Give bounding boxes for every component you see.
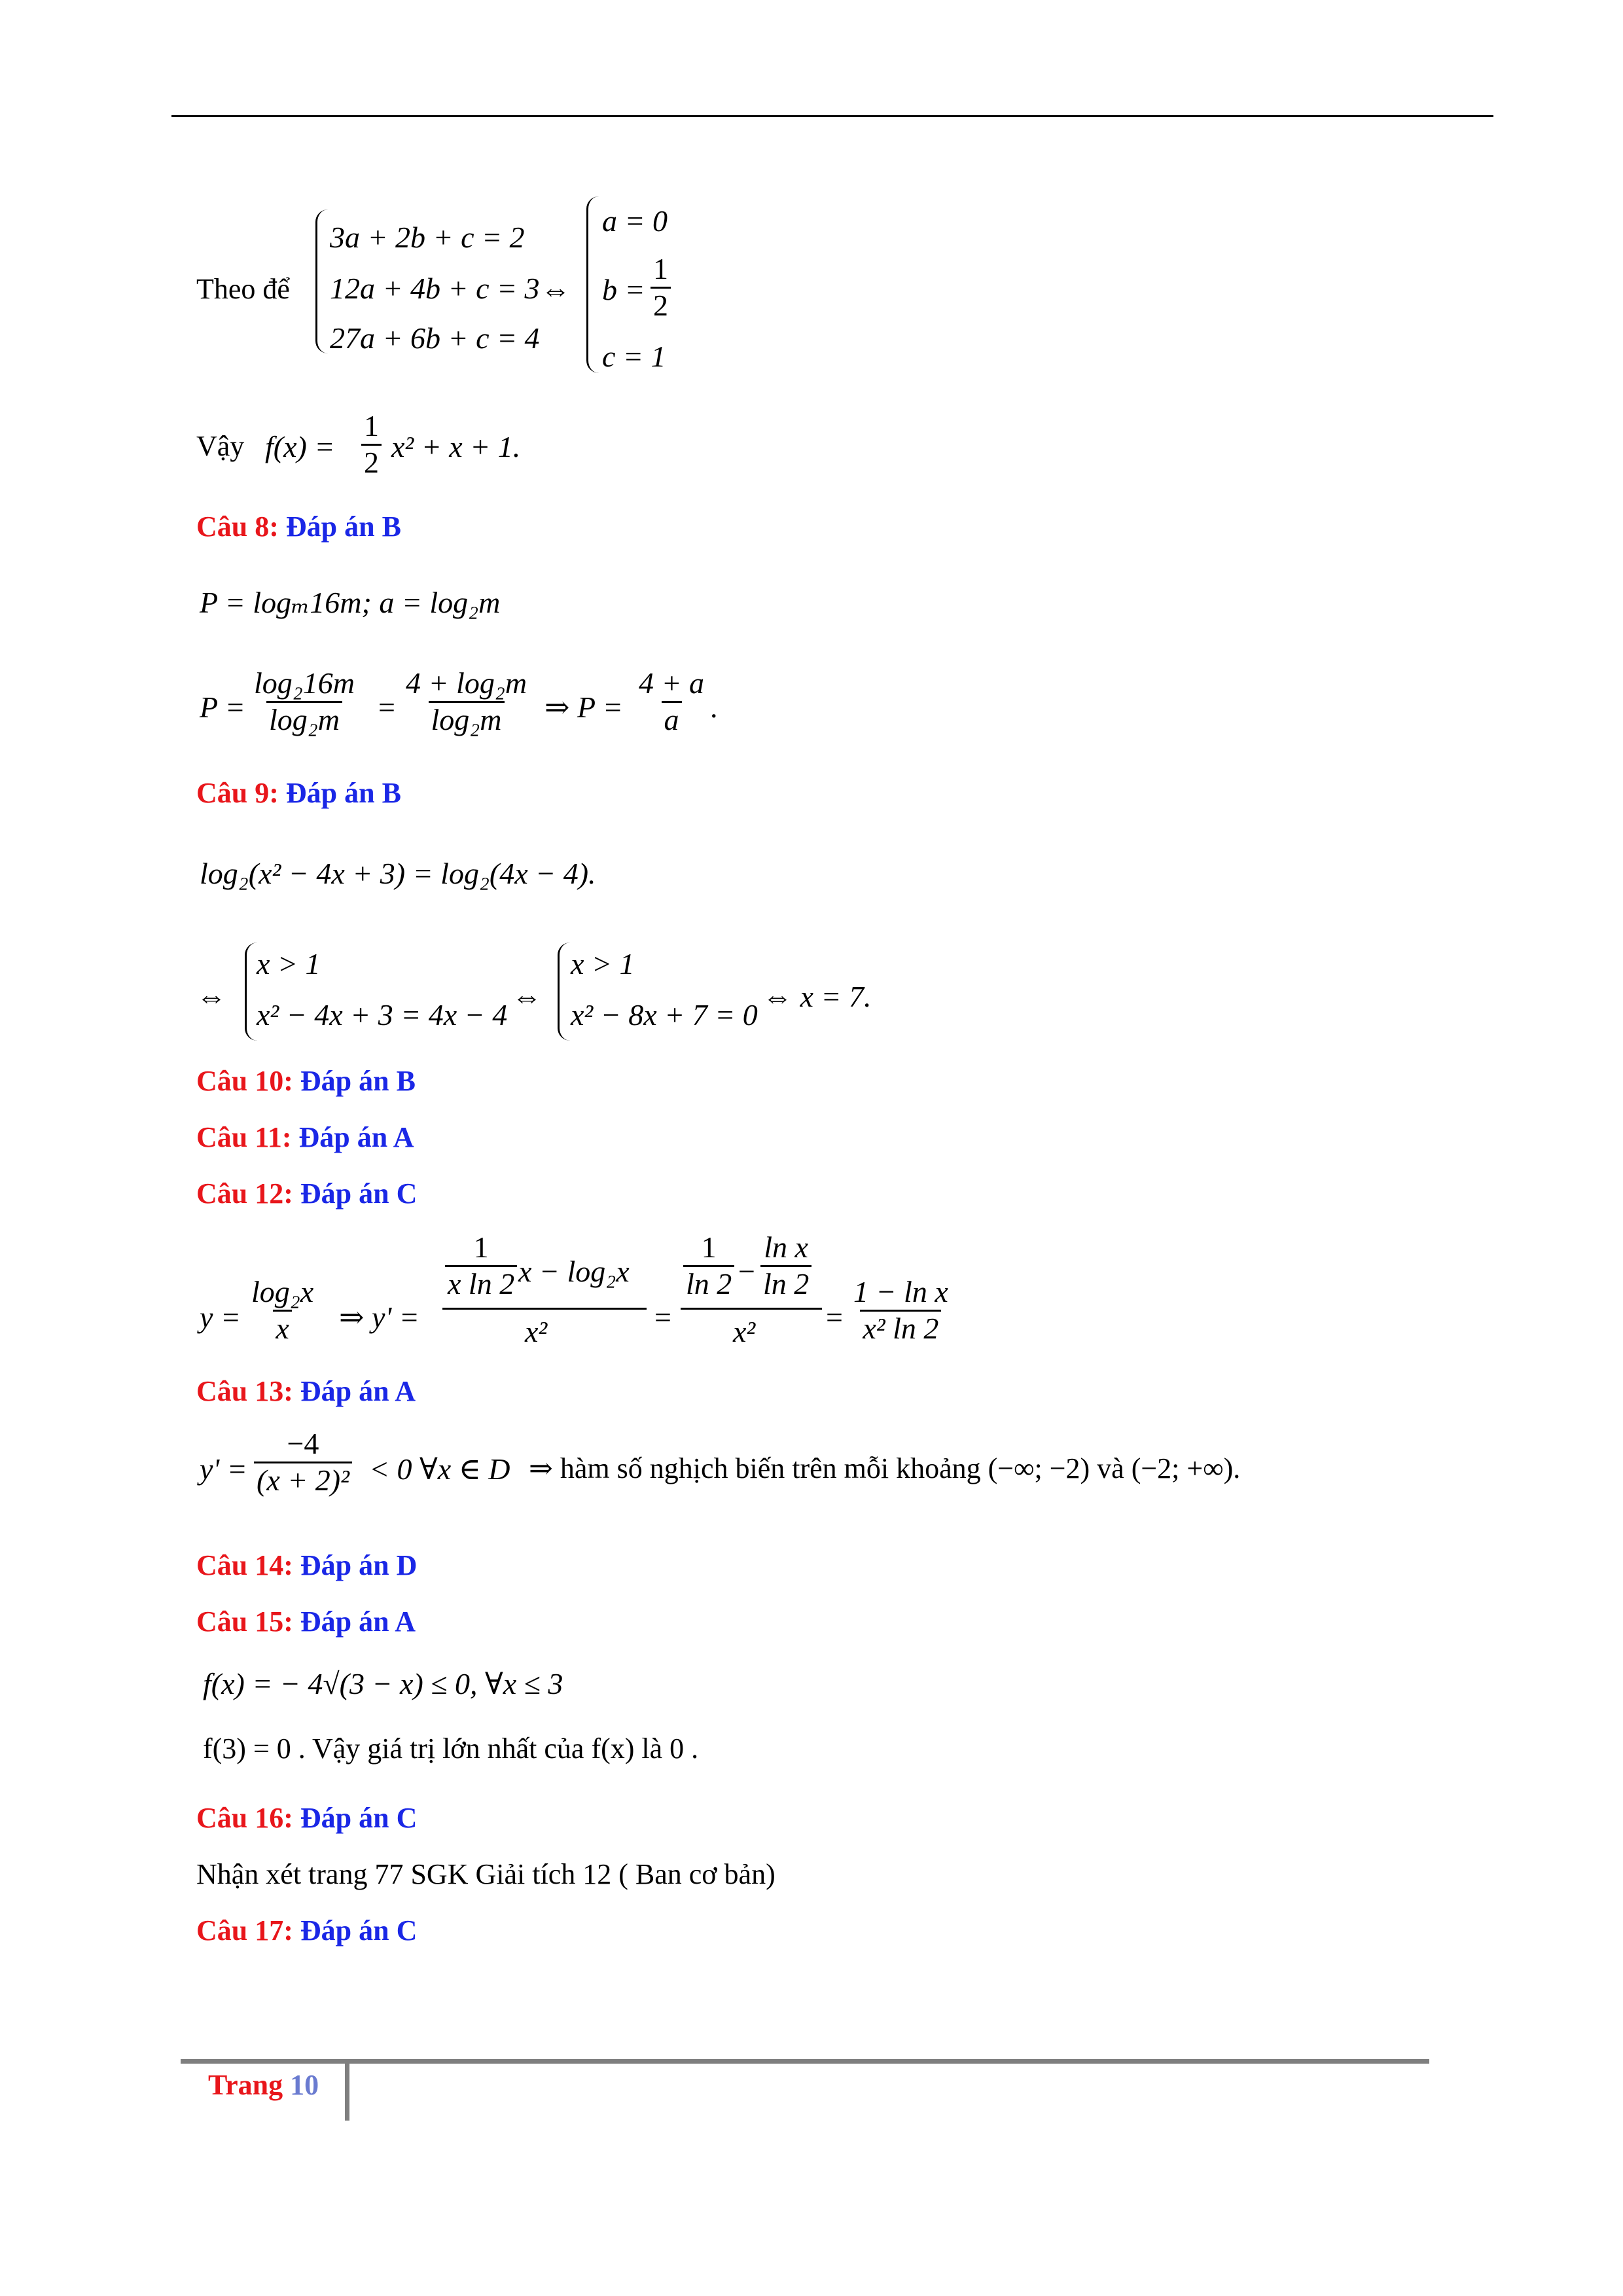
system1-intro: Theo để — [196, 273, 290, 305]
q12-f1-den: x — [273, 1310, 291, 1346]
system1-sol-c: c = 1 — [602, 340, 666, 373]
q12-inner-fraction — [445, 1230, 517, 1302]
q11-label: Câu 11: — [196, 1121, 292, 1153]
vay-lhs: f(x) = — [265, 430, 335, 463]
q15-heading — [196, 1607, 416, 1636]
q12-imp: ⇒ y' = — [339, 1300, 419, 1334]
q12-res-num: 1 − ln x — [853, 1275, 948, 1308]
q17-label: Câu 17: — [196, 1914, 293, 1946]
footer-rule — [181, 2059, 1429, 2064]
q8-f1-num: log₂16m — [254, 666, 355, 700]
system1-sol-b-lhs: b = — [602, 273, 645, 306]
q9-equiv1: ⇔ — [196, 980, 226, 1013]
q15-line2: f(3) = 0 . Vậy giá trị lớn nhất của f(x) là 0 . — [203, 1732, 699, 1765]
q8-line1: P = logₘ16m; a = log₂m — [200, 586, 501, 619]
q13-label: Câu 13: — [196, 1375, 293, 1407]
vay-num: 1 — [364, 409, 379, 442]
q12-res-den: x² ln 2 — [860, 1310, 941, 1346]
q16-heading — [196, 1804, 417, 1833]
q13-fraction — [254, 1427, 352, 1498]
q9-heading — [196, 779, 401, 808]
q12-y-lhs: y = — [200, 1300, 241, 1334]
vay-den: 2 — [361, 444, 382, 480]
system1-sol-b-fraction — [651, 252, 671, 323]
q12-heading — [196, 1179, 417, 1208]
q12-result-fraction — [851, 1275, 951, 1346]
q12-g2-num: ln x — [764, 1230, 808, 1264]
q13-num: −4 — [287, 1427, 319, 1460]
header-rule — [171, 115, 1493, 117]
q10-label: Câu 10: — [196, 1065, 293, 1097]
q8-f3-num: 4 + a — [639, 666, 705, 700]
system1-sol-b-den: 2 — [651, 287, 671, 323]
q12-inner-num: 1 — [473, 1230, 489, 1264]
q10-answer: Đáp án B — [300, 1065, 416, 1097]
q9-sysA2: x² − 4x + 3 = 4x − 4 — [257, 998, 508, 1031]
q9-sysB2: x² − 8x + 7 = 0 — [571, 998, 758, 1031]
q12-g1-num: 1 — [701, 1230, 717, 1264]
q15-answer: Đáp án A — [300, 1605, 416, 1638]
system1-sol-b-num: 1 — [653, 252, 668, 285]
q8-f3-den: a — [662, 701, 682, 738]
q8-fraction1 — [251, 666, 357, 738]
q9-sysA1: x > 1 — [257, 947, 321, 980]
q8-end: . — [710, 691, 718, 724]
q13-text: ⇒ hàm số nghịch biến trên mỗi khoảng (−∞; −2) và (−2; +∞). — [529, 1452, 1241, 1484]
q9-sysB1: x > 1 — [571, 947, 635, 980]
vay-rhs: x² + x + 1. — [391, 430, 521, 463]
q12-f1-num: log₂x — [251, 1275, 314, 1308]
q8-f2-num: 4 + log₂m — [406, 666, 527, 700]
q12-inner-tail: x − log₂x — [518, 1255, 630, 1288]
q9-label: Câu 9: — [196, 777, 279, 809]
q12-g1-den: ln 2 — [683, 1265, 734, 1302]
q9-equiv2: ⇔ — [512, 980, 542, 1013]
q14-answer: Đáp án D — [300, 1549, 418, 1581]
q12-inner-den: x ln 2 — [445, 1265, 517, 1302]
footer-page — [208, 2071, 319, 2100]
q8-answer: Đáp án B — [285, 511, 401, 543]
q17-heading — [196, 1916, 417, 1945]
footer-page-number: 10 — [290, 2069, 319, 2101]
q9-answer: Đáp án B — [285, 777, 401, 809]
q8-f1-den: log₂m — [266, 701, 342, 738]
system1-eq2: 12a + 4b + c = 3 — [330, 272, 540, 305]
q12-second-bar — [681, 1308, 822, 1310]
q13-cond: < 0 ∀x ∈ D — [369, 1452, 510, 1486]
q8-f2-den: log₂m — [429, 701, 505, 738]
q12-g2-den: ln 2 — [760, 1265, 812, 1302]
q9-result: ⇔ x = 7. — [762, 980, 872, 1013]
q16-label: Câu 16: — [196, 1802, 293, 1834]
q8-eq: = — [378, 691, 395, 724]
q12-den-x2b: x² — [733, 1315, 756, 1348]
q14-label: Câu 14: — [196, 1549, 293, 1581]
q12-answer: Đáp án C — [300, 1177, 418, 1210]
q8-label: Câu 8: — [196, 511, 279, 543]
q12-g2-fraction — [760, 1230, 812, 1302]
system1-left-brace — [315, 209, 328, 353]
q8-fraction3 — [636, 666, 707, 738]
q13-den: (x + 2)² — [254, 1462, 352, 1498]
q13-lhs: y' = — [200, 1452, 247, 1486]
q9-brace2 — [558, 942, 570, 1041]
q12-label: Câu 12: — [196, 1177, 293, 1210]
footer-label: Trang — [208, 2069, 283, 2101]
q12-eq2: = — [826, 1300, 843, 1334]
q12-main-bar — [442, 1308, 647, 1310]
q9-brace1 — [245, 942, 257, 1041]
system1-eq1: 3a + 2b + c = 2 — [330, 221, 525, 254]
system1-sol-a: a = 0 — [602, 204, 668, 238]
system1-right-brace — [586, 196, 599, 373]
q8-heading — [196, 512, 401, 541]
system1-equiv: ⇔ — [541, 273, 571, 306]
q15-line1: f(x) = − 4√(3 − x) ≤ 0, ∀x ≤ 3 — [203, 1667, 563, 1700]
q10-heading — [196, 1067, 416, 1096]
q8-imp: ⇒ P = — [544, 691, 623, 724]
q11-heading — [196, 1123, 414, 1152]
q12-minus: − — [738, 1255, 755, 1288]
q13-answer: Đáp án A — [300, 1375, 416, 1407]
q17-answer: Đáp án C — [300, 1914, 418, 1946]
system1-eq3: 27a + 6b + c = 4 — [330, 321, 540, 355]
vay-fraction — [361, 409, 382, 480]
q12-eq1: = — [654, 1300, 671, 1334]
q16-text: Nhận xét trang 77 SGK Giải tích 12 ( Ban cơ bản) — [196, 1858, 776, 1890]
q12-g1-fraction — [683, 1230, 734, 1302]
q15-label: Câu 15: — [196, 1605, 293, 1638]
q9-line1: log₂(x² − 4x + 3) = log₂(4x − 4). — [200, 857, 596, 890]
footer-divider — [345, 2064, 349, 2121]
q8-fraction2 — [403, 666, 529, 738]
q13-heading — [196, 1377, 416, 1406]
q16-answer: Đáp án C — [300, 1802, 418, 1834]
q12-fraction1 — [249, 1275, 316, 1346]
q8-p-lhs: P = — [200, 691, 245, 724]
q12-den-x2: x² — [525, 1315, 548, 1348]
vay-label: Vậy — [196, 430, 245, 462]
q14-heading — [196, 1551, 417, 1580]
q11-answer: Đáp án A — [298, 1121, 414, 1153]
